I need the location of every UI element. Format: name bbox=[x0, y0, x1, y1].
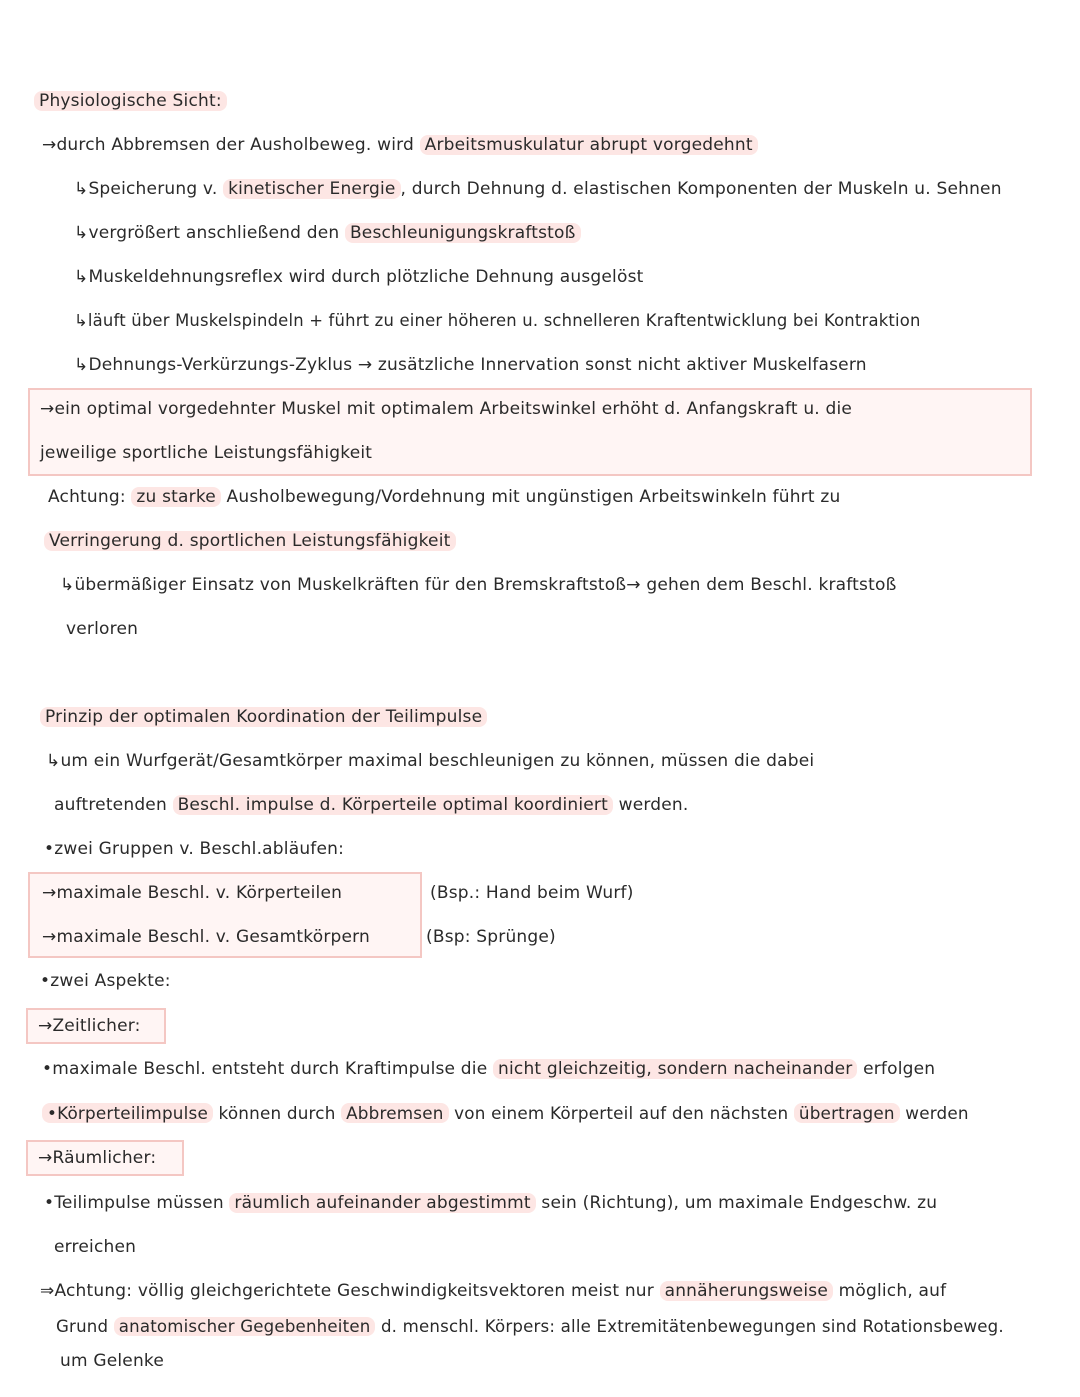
line-uebermaessiger-einsatz: ↳übermäßiger Einsatz von Muskelkräften für den Bremskraftstoß→ gehen dem Beschl. kraftstoß bbox=[60, 575, 897, 595]
line-optimal-muskel: →ein optimal vorgedehnter Muskel mit optimalem Arbeitswinkel erhöht d. Anfangskraft u. die bbox=[40, 399, 853, 419]
line-muskelspindeln: ↳läuft über Muskelspindeln + führt zu einer höheren u. schnelleren Kraftentwicklung bei Kontraktion bbox=[74, 311, 921, 330]
line-vergroessert: ↳vergrößert anschließend den Beschleunigungskraftstoß bbox=[74, 222, 581, 244]
line-speicherung: ↳Speicherung v. kinetischer Energie , durch Dehnung d. elastischen Komponenten der Muskeln u. Sehnen bbox=[74, 179, 1002, 199]
line-beschl-impulse: auftretenden Beschl. impulse d. Körperteile optimal koordiniert werden. bbox=[54, 795, 689, 815]
line-abbremsen: →durch Abbremsen der Ausholbeweg. wird Arbeitsmuskulatur abrupt vorgedehnt bbox=[42, 134, 758, 156]
line-achtung: Achtung: zu starke Ausholbewegung/Vordehnung mit ungünstigen Arbeitswinkeln führt zu bbox=[48, 487, 841, 507]
line-anatomische-gegebenheiten: Grund anatomischer Gegebenheiten d. menschl. Körpers: alle Extremitätenbewegungen sind Rotationsbeweg. bbox=[56, 1317, 1004, 1336]
line-group-gesamtkoerper-example: (Bsp: Sprünge) bbox=[426, 927, 556, 947]
line-teilimpulse: •Teilimpulse müssen räumlich aufeinander abgestimmt sein (Richtung), um maximale Endgeschw. zu bbox=[44, 1193, 938, 1213]
line-group-gesamtkoerper: →maximale Beschl. v. Gesamtkörpern bbox=[42, 927, 371, 947]
line-dvz: ↳Dehnungs-Verkürzungs-Zyklus → zusätzliche Innervation sonst nicht aktiver Muskelfasern bbox=[74, 355, 867, 375]
aspect-raeumlicher: →Räumlicher: bbox=[38, 1148, 157, 1168]
aspect-zeitlicher: →Zeitlicher: bbox=[38, 1016, 141, 1036]
heading-physiologische-sicht: Physiologische Sicht: bbox=[34, 90, 227, 112]
line-muskeldehnungsreflex: ↳Muskeldehnungsreflex wird durch plötzliche Dehnung ausgelöst bbox=[74, 267, 644, 287]
heading-koordination-teilimpulse: Prinzip der optimalen Koordination der Teilimpulse bbox=[40, 706, 487, 728]
line-koerperteilimpulse: •Körperteilimpulse können durch Abbremsen von einem Körperteil auf den nächsten übertragen werden bbox=[42, 1102, 969, 1124]
line-zwei-aspekte: •zwei Aspekte: bbox=[40, 971, 171, 991]
line-verloren: verloren bbox=[66, 619, 139, 639]
line-achtung-vektoren: ⇒Achtung: völlig gleichgerichtete Geschwindigkeitsvektoren meist nur annäherungsweise möglich, auf bbox=[40, 1281, 947, 1301]
line-erreichen: erreichen bbox=[54, 1237, 137, 1257]
line-leistungsfaehigkeit: jeweilige sportliche Leistungsfähigkeit bbox=[40, 443, 373, 463]
line-kraftimpulse: •maximale Beschl. entsteht durch Kraftimpulse die nicht gleichzeitig, sondern nacheinander erfolgen bbox=[42, 1059, 936, 1079]
line-verringerung: Verringerung d. sportlichen Leistungsfähigkeit bbox=[44, 530, 456, 552]
line-wurfgeraet: ↳um ein Wurfgerät/Gesamtkörper maximal beschleunigen zu können, müssen die dabei bbox=[46, 751, 815, 771]
line-zwei-gruppen: •zwei Gruppen v. Beschl.abläufen: bbox=[44, 839, 345, 859]
line-group-koerperteile: →maximale Beschl. v. Körperteilen bbox=[42, 883, 343, 903]
line-group-koerperteile-example: (Bsp.: Hand beim Wurf) bbox=[430, 883, 634, 903]
line-um-gelenke: um Gelenke bbox=[60, 1351, 165, 1371]
